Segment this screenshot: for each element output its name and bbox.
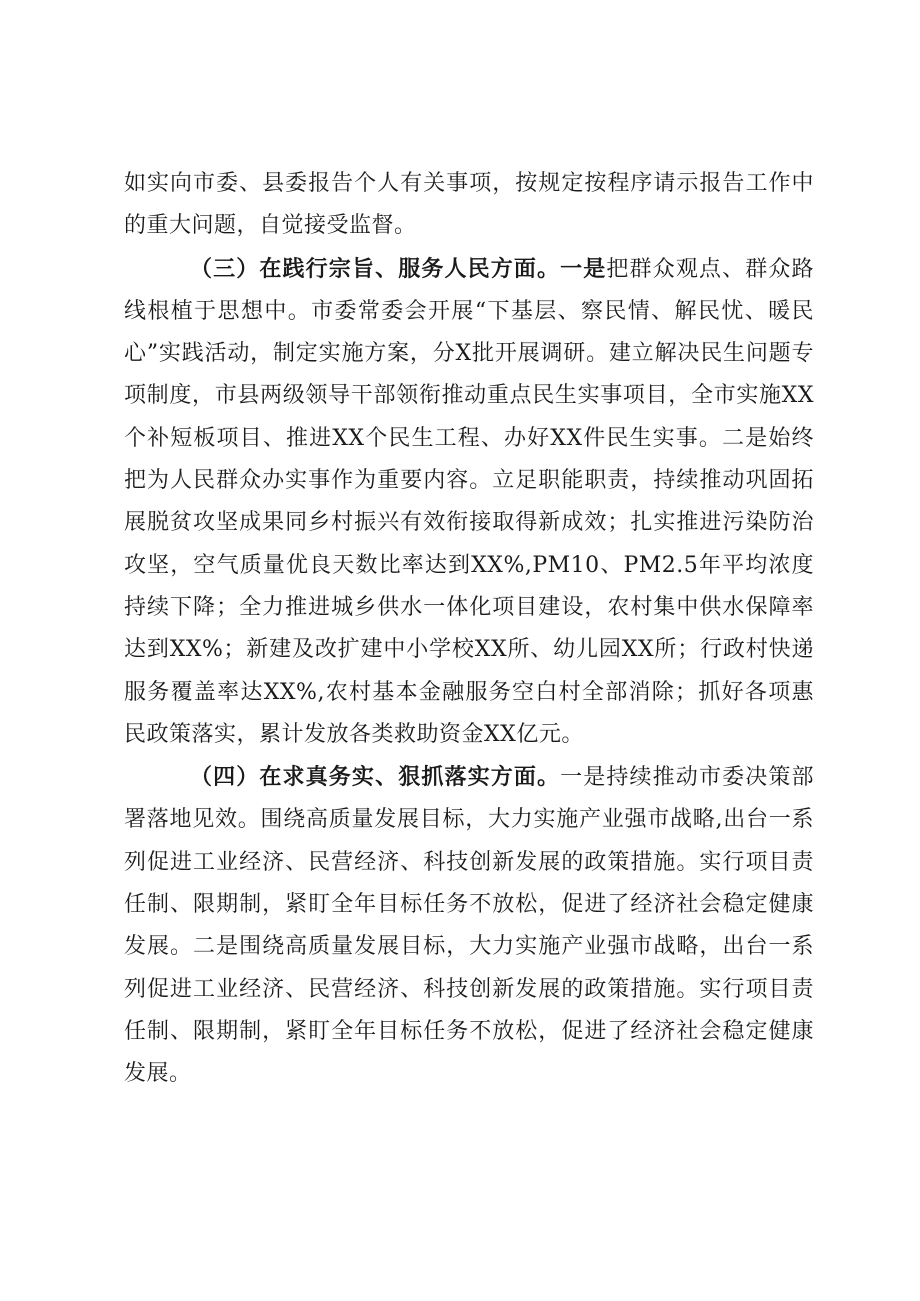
section-3-text-part1: 把群众观点、群众路线根植于思想中。市委常委会开展“下基层、察民情、解民忧、暖民心”实践活动，制定实施方案，分X批开展调研。建立解决民生问题专项制度，市县两级领导干部领衔推动重点民生实事项目，全市实施XX个补短板项目、推进XX个民生工程、办好XX件民生实事。 bbox=[124, 256, 814, 451]
section-3-lead: 一是 bbox=[560, 255, 607, 282]
paragraph-section-3 bbox=[124, 248, 814, 757]
section-3-heading: （三）在践行宗旨、服务人民方面。 bbox=[190, 255, 561, 282]
section-4-text: 一是持续推动市委决策部署落地见效。围绕高质量发展目标，大力实施产业强市战略,出台一系列促进工业经济、民营经济、科技创新发展的政策措施。实行项目责任制、限期制，紧盯全年目标任务不放松，促进了经济社会稳定健康发展。二是围绕高质量发展目标，大力实施产业强市战略，出台一系列促进工业经济、民营经济、科技创新发展的政策措施。实行项目责任制、限期制，紧盯全年目标任务不放松，促进了经济社会稳定健康发展。 bbox=[124, 765, 814, 1087]
paragraph-section-4 bbox=[124, 756, 814, 1095]
paragraph-continuation: 如实向市委、县委报告个人有关事项，按规定按程序请示报告工作中的重大问题，自觉接受监督。 bbox=[124, 171, 814, 239]
document-body bbox=[124, 163, 814, 1096]
section-4-heading: （四）在求真务实、狠抓落实方面。 bbox=[190, 764, 561, 791]
section-3-text-part2: 二是始终把为人民群众办实事作为重要内容。立足职能职责，持续推动巩固拓展脱贫攻坚成果同乡村振兴有效衔接取得新成效；扎实推进污染防治攻坚，空气质量优良天数比率达到XX%,PM10、PM2.5年平均浓度持续下降；全力推进城乡供水一体化项目建设，农村集中供水保障率达到XX%；新建及改扩建中小学校XX所、幼儿园XX所；行政村快递服务覆盖率达XX%,农村基本金融服务空白村全部消除；抓好各项惠民政策落实，累计发放各类救助资金XX亿元。 bbox=[124, 425, 814, 747]
